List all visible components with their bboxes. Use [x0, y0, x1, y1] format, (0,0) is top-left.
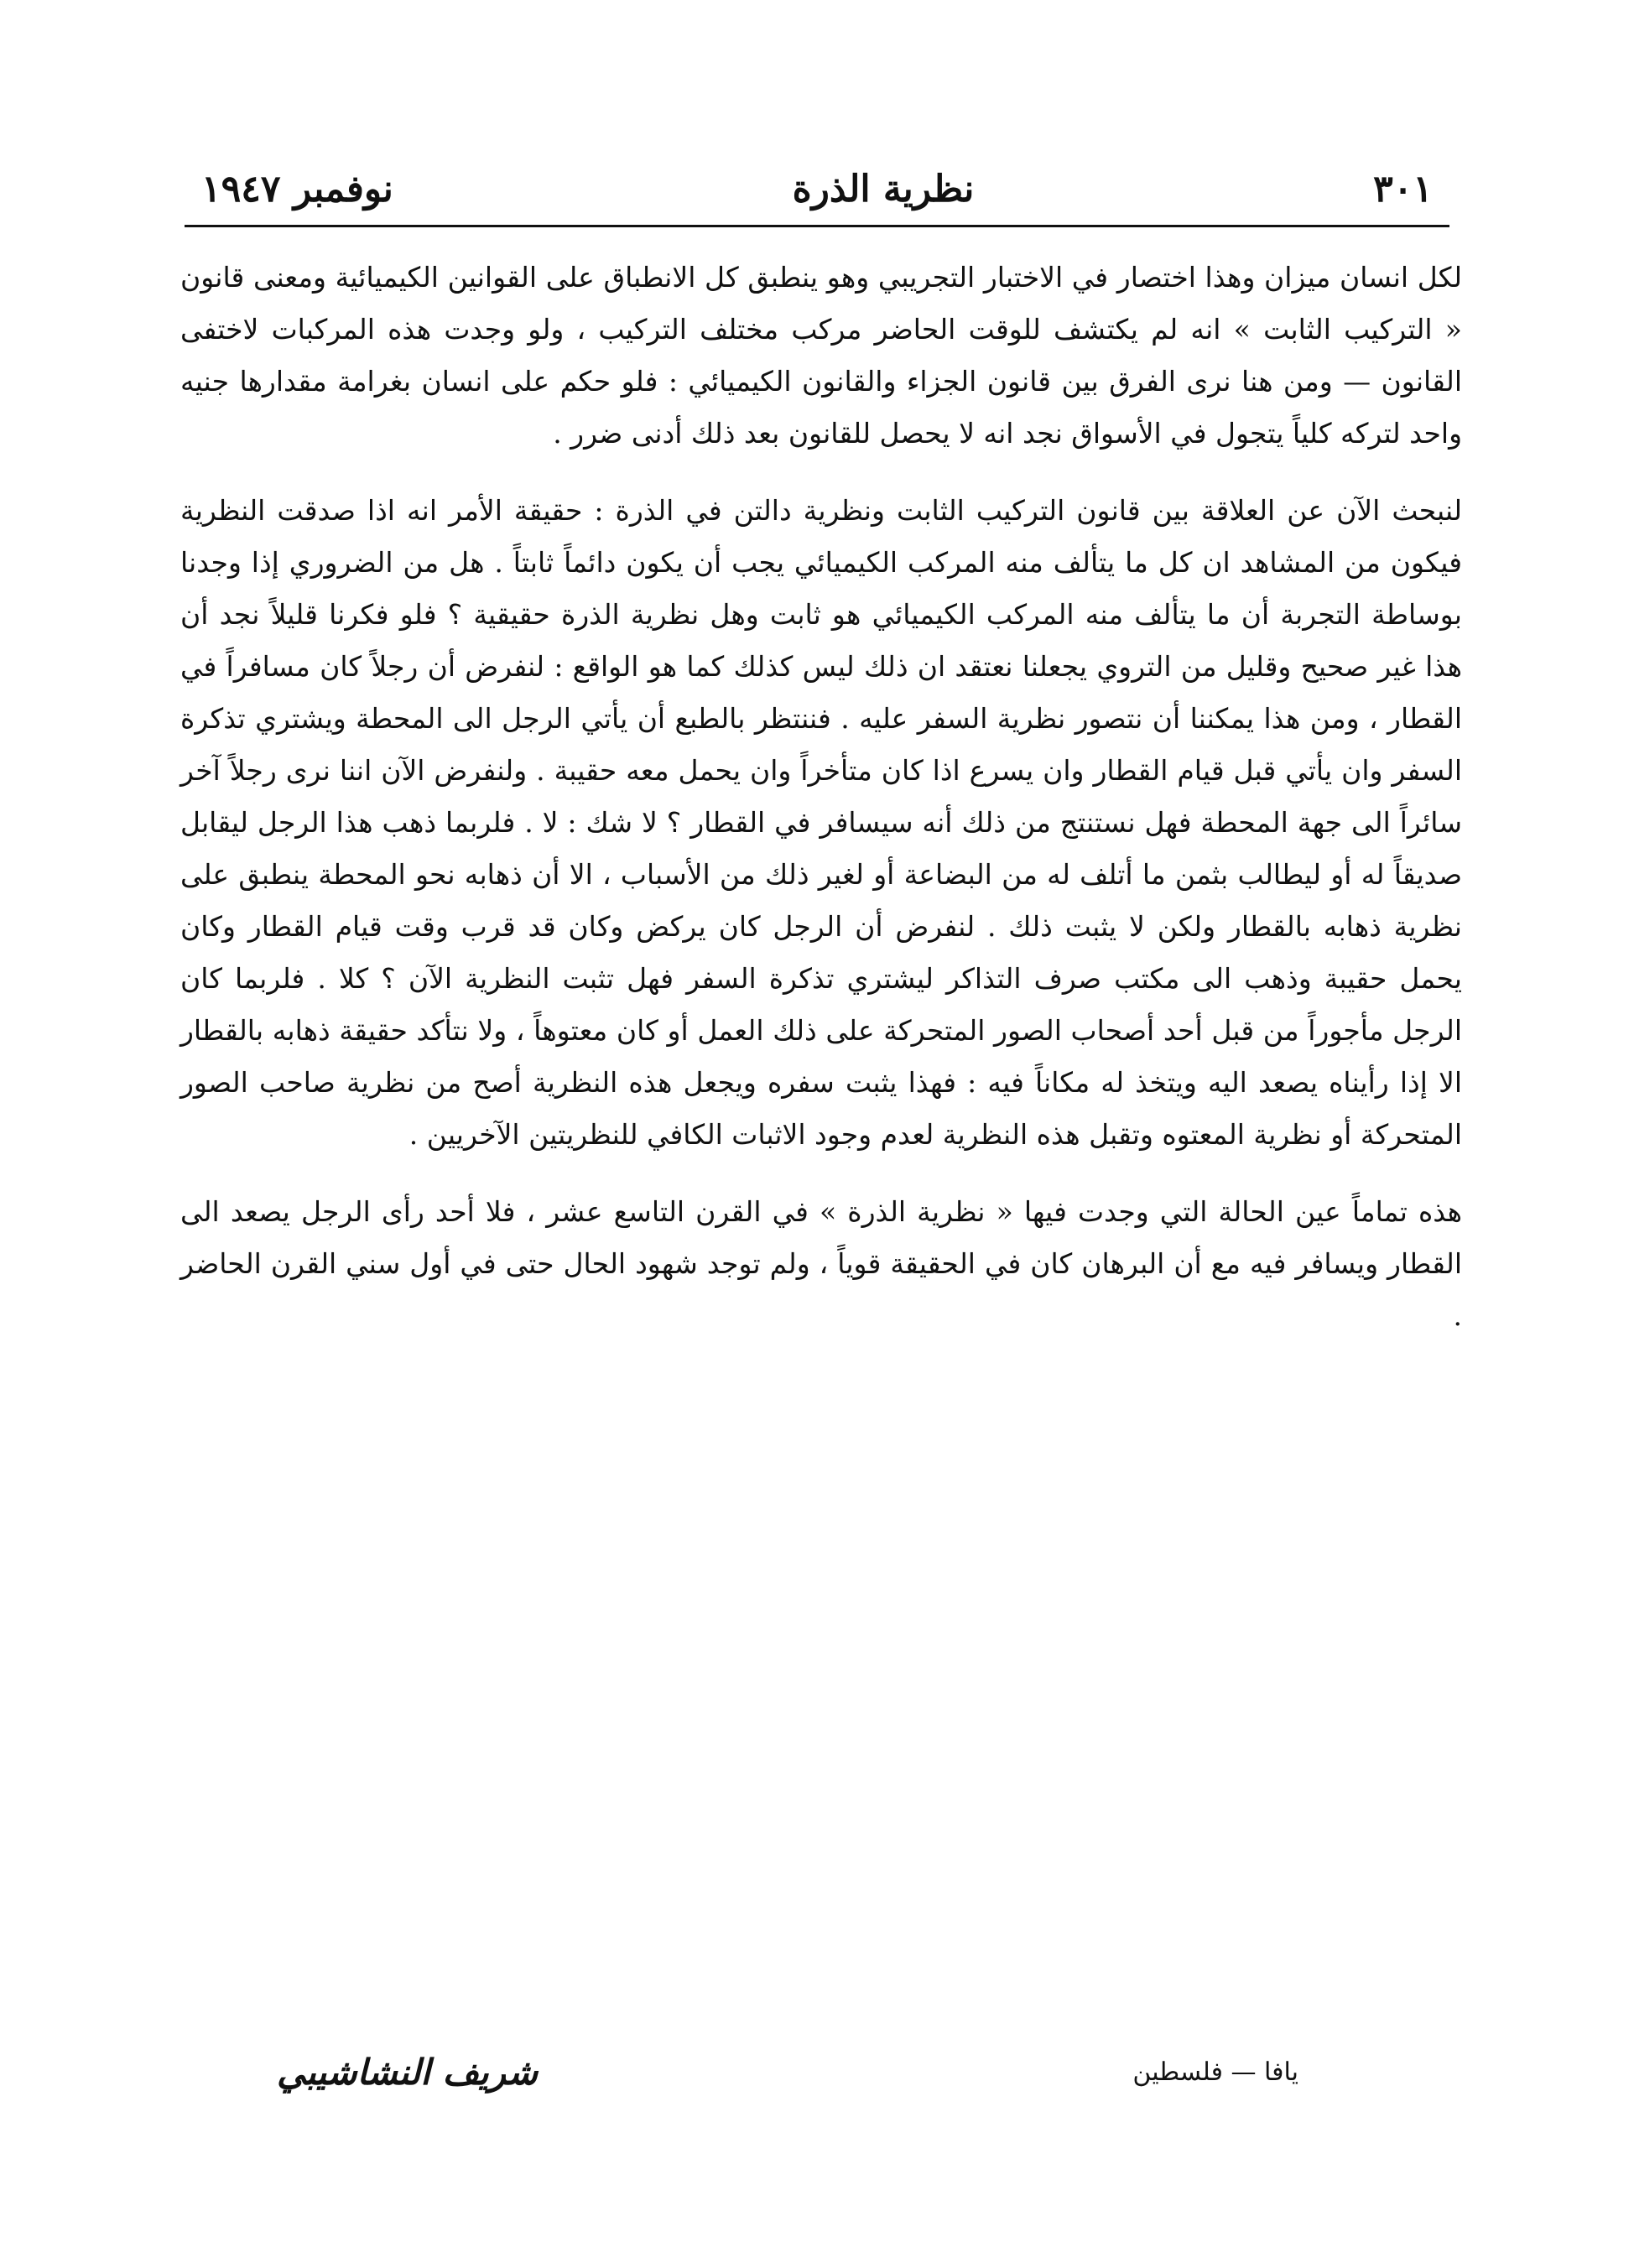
author-signature: شريف النشاشيبي — [277, 2051, 539, 2093]
author-location: يافا — فلسطين — [1132, 2057, 1298, 2087]
article-body — [180, 252, 1462, 1342]
header-divider — [185, 225, 1449, 227]
page-number: ٣٠١ — [1373, 167, 1433, 211]
paragraph-2: لنبحث الآن عن العلاقة بين قانون التركيب الثابت ونظرية دالتن في الذرة : حقيقة الأمر انه اذا صدقت النظرية فيكون من المشاهد ان كل ما يتألف منه المركب الكيميائي يجب أن يكون دائماً ثابتاً . هل من الضروري إذا وجدنا بوساطة التجربة أن ما يتألف منه المركب الكيميائي هو ثابت وهل نظرية الذرة حقيقية ؟ فلو فكرنا قليلاً نجد أن هذا غير صحيح وقليل من التروي يجعلنا نعتقد ان ذلك ليس كذلك كما هو الواقع : لنفرض أن رجلاً كان مسافراً في القطار ، ومن هذا يمكننا أن نتصور نظرية السفر عليه . فننتظر بالطبع أن يأتي الرجل الى المحطة ويشتري تذكرة السفر وان يأتي قبل قيام القطار وان يسرع اذا كان متأخراً وان يحمل معه حقيبة . ولنفرض الآن اننا نرى رجلاً آخر سائراً الى جهة المحطة فهل نستنتج من ذلك أنه سيسافر في القطار ؟ لا شك : لا . فلربما ذهب هذا الرجل ليقابل صديقاً له أو ليطالب بثمن ما أتلف له من البضاعة أو لغير ذلك من الأسباب ، الا أن ذهابه نحو المحطة ينطبق على نظرية ذهابه بالقطار ولكن لا يثبت ذلك . لنفرض أن الرجل كان يركض وكان قد قرب وقت قيام القطار وكان يحمل حقيبة وذهب الى مكتب صرف التذاكر ليشتري تذكرة السفر فهل تثبت النظرية الآن ؟ كلا . فلربما كان الرجل مأجوراً من قبل أحد أصحاب الصور المتحركة على ذلك العمل أو كان معتوهاً ، ولا نتأكد حقيقة ذهابه بالقطار الا إذا رأيناه يصعد اليه ويتخذ له مكاناً فيه : فهذا يثبت سفره ويجعل هذه النظرية أصح من نظرية صاحب الصور المتحركة أو نظرية المعتوه وتقبل هذه النظرية لعدم وجود الاثبات الكافي للنظريتين الآخريين . — [180, 494, 1462, 1151]
issue-date: نوفمبر ١٩٤٧ — [201, 167, 393, 211]
paragraph-1: لكل انسان ميزان وهذا اختصار في الاختبار التجريبي وهو ينطبق كل الانطباق على القوانين الكيميائية ومعنى قانون « التركيب الثابت » انه لم يكتشف للوقت الحاضر مركب مختلف التركيب ، ولو وجدت هذه المركبات لاختفى القانون — ومن هنا نرى الفرق بين قانون الجزاء والقانون الكيميائي : فلو حكم على انسان بغرامة مقدارها جنيه واحد لتركه كلياً يتجول في الأسواق نجد انه لا يحصل للقانون بعد ذلك أدنى ضرر . — [180, 261, 1462, 450]
article-title: نظرية الذرة — [792, 167, 975, 211]
paragraph-3: هذه تماماً عين الحالة التي وجدت فيها « نظرية الذرة » في القرن التاسع عشر ، فلا أحد رأى الرجل يصعد الى القطار ويسافر فيه مع أن البرهان كان في الحقيقة قوياً ، ولم توجد شهود الحال حتى في أول سني القرن الحاضر . — [180, 1195, 1462, 1332]
page-header — [201, 159, 1433, 218]
article-footer — [277, 2042, 1298, 2101]
